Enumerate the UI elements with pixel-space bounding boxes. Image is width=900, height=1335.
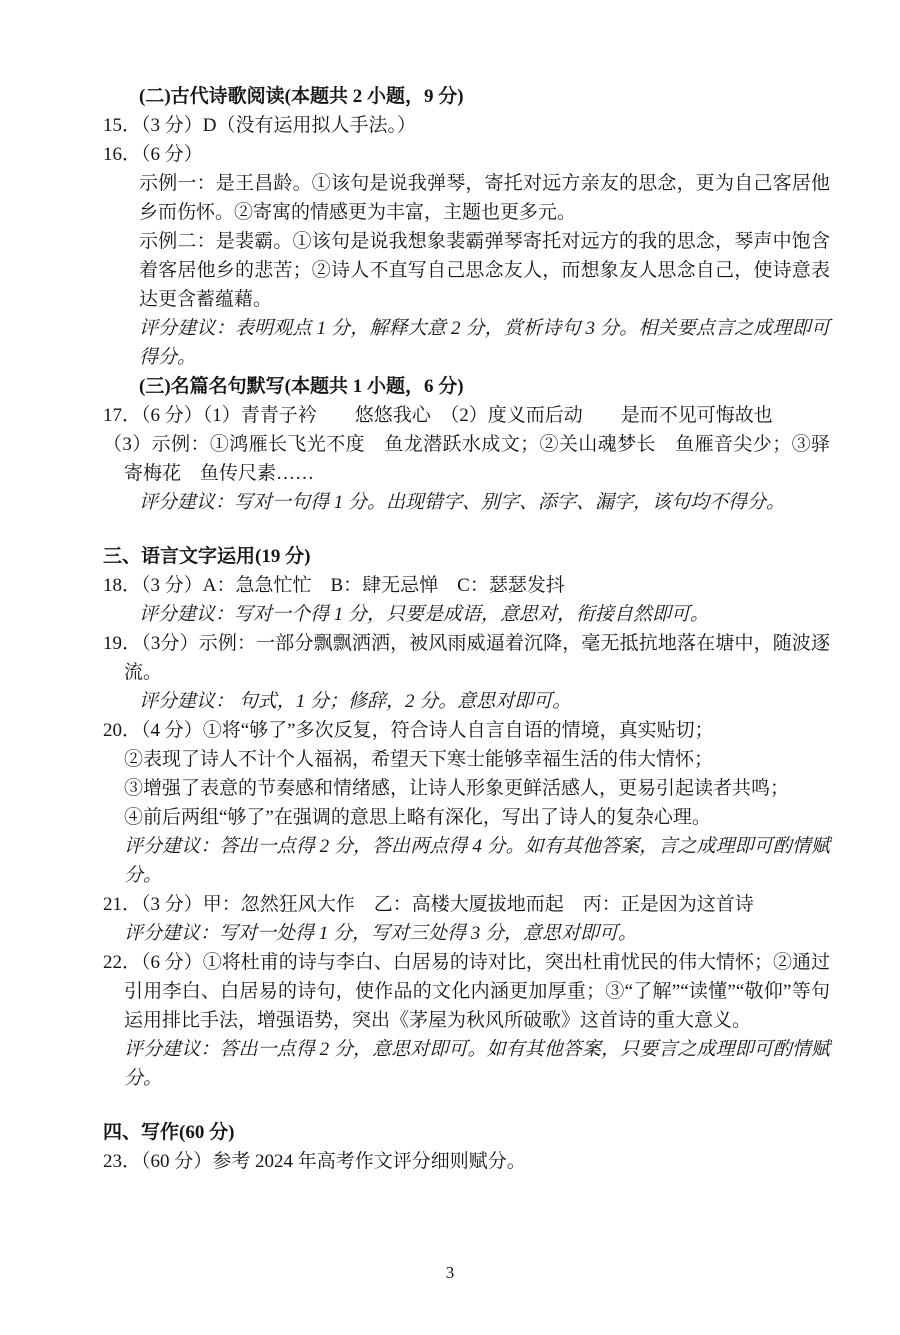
answer-20-point-4: ④前后两组“够了”在强调的意思上略有深化，写出了诗人的复杂心理。 bbox=[124, 807, 711, 828]
answer-item-18: 18．（3 分）A：急急忙忙 B：肆无忌惮 C：瑟瑟发抖 bbox=[103, 575, 565, 596]
scoring-note-16: 评分建议：表明观点 1 分，解释大意 2 分，赏析诗句 3 分。相关要点言之成理即可得分。 bbox=[139, 318, 830, 368]
answer-17-part-3: （3）示例：①鸿雁长飞光不度 鱼龙潜跃水成文；②关山魂梦长 鱼雁音尖少；③驿寄梅花 鱼传尺素…… bbox=[103, 434, 830, 484]
answer-item-21: 21．（3 分）甲：忽然狂风大作 乙：高楼大厦拔地而起 丙：正是因为这首诗 bbox=[103, 894, 754, 915]
answer-16-example-1: 示例一：是王昌龄。①该句是说我弹琴，寄托对远方亲友的思念，更为自己客居他乡而伤怀。②寄寓的情感更为丰富，主题也更多元。 bbox=[139, 173, 830, 223]
section-header-language-use: 三、语言文字运用(19 分) bbox=[103, 546, 311, 567]
scoring-note-22: 评分建议：答出一点得 2 分，意思对即可。如有其他答案，只要言之成理即可酌情赋分。 bbox=[124, 1039, 830, 1089]
answer-item-15: 15．（3 分）D（没有运用拟人手法。） bbox=[103, 115, 416, 136]
answer-item-19: 19．（3分）示例：一部分飘飘洒洒，被风雨威逼着沉降，毫无抵抗地落在塘中，随波逐流。 bbox=[103, 633, 830, 683]
answer-item-23: 23．（60 分）参考 2024 年高考作文评分细则赋分。 bbox=[103, 1151, 526, 1172]
page-number: 3 bbox=[445, 1263, 455, 1282]
subsection-header-dictation: (三)名篇名句默写(本题共 1 小题，6 分) bbox=[139, 376, 464, 397]
subsection-header-ancient-poetry: (二)古代诗歌阅读(本题共 2 小题，9 分) bbox=[139, 86, 464, 107]
answer-item-22: 22．（6 分）①将杜甫的诗与李白、白居易的诗对比，突出杜甫忧民的伟大情怀；②通过引用李白、白居易的诗句，使作品的文化内涵更加厚重；③“了解”“读懂”“敬仰”等句运用排比手法，增强语势，突出《茅屋为秋风所破歌》这首诗的重大意义。 bbox=[103, 952, 830, 1031]
section-header-writing: 四、写作(60 分) bbox=[103, 1122, 235, 1143]
answer-16-example-2: 示例二：是裴霸。①该句是说我想象裴霸弹琴寄托对远方的我的思念，琴声中饱含着客居他乡的悲苦；②诗人不直写自己思念友人，而想象友人思念自己，使诗意表达更含蓄蕴藉。 bbox=[139, 231, 830, 310]
page-content bbox=[103, 82, 830, 1176]
scoring-note-21: 评分建议：写对一处得 1 分，写对三处得 3 分，意思对即可。 bbox=[124, 923, 638, 944]
answer-item-17: 17．（6 分）（1）青青子衿 悠悠我心 （2）度义而后动 是而不见可悔故也 bbox=[103, 405, 773, 426]
answer-20-point-2: ②表现了诗人不计个人福祸，希望天下寒士能够幸福生活的伟大情怀； bbox=[124, 749, 714, 770]
scoring-note-20: 评分建议：答出一点得 2 分，答出两点得 4 分。如有其他答案，言之成理即可酌情赋分。 bbox=[124, 836, 830, 886]
scoring-note-17: 评分建议：写对一句得 1 分。出现错字、别字、添字、漏字，该句均不得分。 bbox=[139, 492, 786, 513]
answer-item-20: 20．（4 分）①将“够了”多次反复，符合诗人自言自语的情境，真实贴切； bbox=[103, 720, 714, 741]
answer-20-point-3: ③增强了表意的节奏感和情绪感，让诗人形象更鲜活感人，更易引起读者共鸣； bbox=[124, 778, 790, 799]
scoring-note-19: 评分建议： 句式，1 分；修辞，2 分。意思对即可。 bbox=[139, 691, 572, 712]
scoring-note-18: 评分建议：写对一个得 1 分，只要是成语，意思对，衔接自然即可。 bbox=[139, 604, 710, 625]
answer-item-16: 16．（6 分） bbox=[103, 144, 203, 165]
